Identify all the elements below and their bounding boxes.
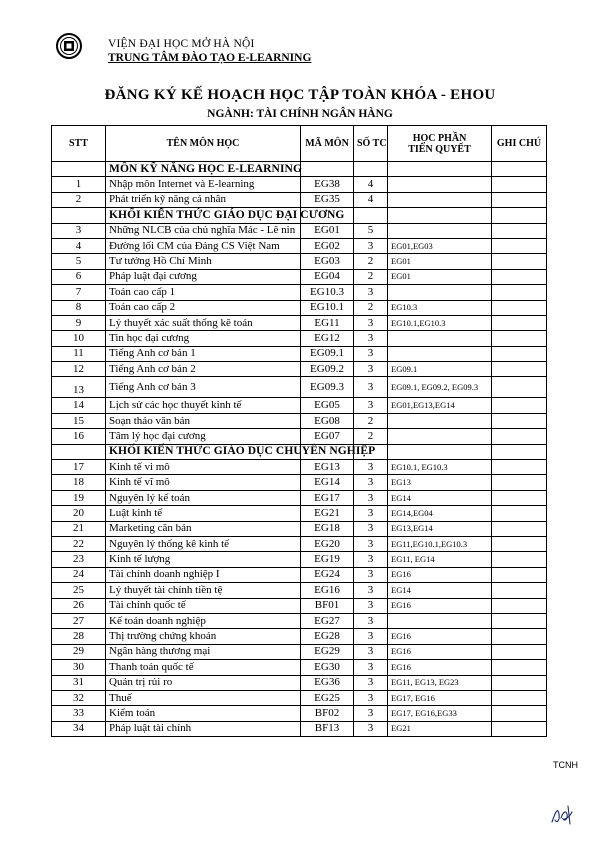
course-prerequisites: EG01 [388, 269, 492, 284]
course-prerequisites: EG13,EG14 [388, 521, 492, 536]
course-credits: 3 [354, 583, 388, 598]
course-note [492, 690, 547, 705]
header-note: GHI CHÚ [492, 126, 547, 162]
course-prerequisites: EG17, EG16 [388, 690, 492, 705]
course-credits: 3 [354, 598, 388, 613]
course-note [492, 177, 547, 192]
table-row [52, 675, 547, 690]
course-prerequisites: EG14,EG04 [388, 506, 492, 521]
course-code: EG35 [301, 192, 354, 207]
course-name: Nguyên lý thống kê kinh tế [106, 536, 301, 551]
course-note [492, 362, 547, 377]
course-credits: 3 [354, 460, 388, 475]
course-credits: 2 [354, 429, 388, 444]
course-code: EG01 [301, 223, 354, 238]
table-row [52, 398, 547, 413]
section-row [52, 162, 547, 177]
row-stt: 5 [52, 254, 106, 269]
row-stt: 34 [52, 721, 106, 736]
table-row [52, 490, 547, 505]
table-row [52, 629, 547, 644]
course-name: Phát triển kỹ năng cá nhân [106, 192, 301, 207]
table-row [52, 613, 547, 628]
course-code: EG24 [301, 567, 354, 582]
course-prerequisites [388, 192, 492, 207]
header-prereq-line1: HỌC PHẦN [412, 132, 467, 144]
table-row [52, 552, 547, 567]
table-row [52, 254, 547, 269]
course-credits: 3 [354, 238, 388, 253]
course-code: EG28 [301, 629, 354, 644]
course-code: BF02 [301, 706, 354, 721]
course-prerequisites [388, 346, 492, 361]
course-credits: 3 [354, 346, 388, 361]
table-row [52, 536, 547, 551]
course-name: Tài chính quốc tế [106, 598, 301, 613]
course-credits: 2 [354, 254, 388, 269]
course-code: EG09.3 [301, 377, 354, 398]
course-note [492, 706, 547, 721]
course-note [492, 192, 547, 207]
table-row [52, 660, 547, 675]
course-note [492, 269, 547, 284]
course-name: Nguyên lý kế toán [106, 490, 301, 505]
row-stt: 27 [52, 613, 106, 628]
course-name: Pháp luật tài chính [106, 721, 301, 736]
section-title: KHỐI KIẾN THỨC GIÁO DỤC CHUYÊN NGHIỆP [106, 444, 301, 459]
row-stt: 8 [52, 300, 106, 315]
section-row [52, 208, 547, 223]
course-note [492, 490, 547, 505]
row-stt: 10 [52, 331, 106, 346]
course-prerequisites: EG11, EG13, EG23 [388, 675, 492, 690]
course-prerequisites: EG11, EG14 [388, 552, 492, 567]
table-row [52, 285, 547, 300]
institution-name: VIỆN ĐẠI HỌC MỞ HÀ NỘI [108, 38, 255, 50]
course-code: EG02 [301, 238, 354, 253]
course-name: Thị trường chứng khoán [106, 629, 301, 644]
course-code: EG11 [301, 315, 354, 330]
course-prerequisites [388, 429, 492, 444]
section-row [52, 444, 547, 459]
table-row [52, 475, 547, 490]
course-credits: 3 [354, 660, 388, 675]
course-code: EG30 [301, 660, 354, 675]
course-note [492, 377, 547, 398]
table-row [52, 331, 547, 346]
row-stt: 20 [52, 506, 106, 521]
row-stt: 11 [52, 346, 106, 361]
course-prerequisites: EG21 [388, 721, 492, 736]
course-code: EG08 [301, 413, 354, 428]
table-row [52, 315, 547, 330]
course-prerequisites: EG09.1 [388, 362, 492, 377]
course-prerequisites: EG16 [388, 629, 492, 644]
course-code: EG18 [301, 521, 354, 536]
table-row [52, 429, 547, 444]
row-stt: 12 [52, 362, 106, 377]
course-credits: 4 [354, 192, 388, 207]
course-prerequisites [388, 331, 492, 346]
course-prerequisites: EG16 [388, 660, 492, 675]
row-stt: 33 [52, 706, 106, 721]
row-stt: 3 [52, 223, 106, 238]
section-stt-cell [52, 208, 106, 223]
course-note [492, 429, 547, 444]
table-row [52, 506, 547, 521]
course-code: EG25 [301, 690, 354, 705]
course-credits: 3 [354, 552, 388, 567]
course-prerequisites [388, 285, 492, 300]
course-name: Tư tưởng Hồ Chí Minh [106, 254, 301, 269]
course-credits: 3 [354, 706, 388, 721]
row-stt: 22 [52, 536, 106, 551]
course-note [492, 300, 547, 315]
course-note [492, 613, 547, 628]
course-note [492, 598, 547, 613]
row-stt: 25 [52, 583, 106, 598]
row-stt: 1 [52, 177, 106, 192]
table-row [52, 521, 547, 536]
section-title: MÔN KỸ NĂNG HỌC E-LEARNING [106, 162, 301, 177]
course-credits: 3 [354, 398, 388, 413]
course-name: Luật kinh tế [106, 506, 301, 521]
course-name: Thuế [106, 690, 301, 705]
course-credits: 2 [354, 269, 388, 284]
row-stt: 6 [52, 269, 106, 284]
table-row [52, 192, 547, 207]
header-prerequisites [388, 126, 492, 162]
course-prerequisites [388, 177, 492, 192]
table-row [52, 644, 547, 659]
course-code: EG36 [301, 675, 354, 690]
course-note [492, 254, 547, 269]
course-name: Lý thuyết xác suất thống kê toán [106, 315, 301, 330]
course-note [492, 506, 547, 521]
course-name: Soạn thảo văn bản [106, 413, 301, 428]
course-note [492, 552, 547, 567]
row-stt: 31 [52, 675, 106, 690]
course-code: EG13 [301, 460, 354, 475]
course-credits: 3 [354, 521, 388, 536]
course-note [492, 238, 547, 253]
row-stt: 9 [52, 315, 106, 330]
course-name: Tiếng Anh cơ bản 2 [106, 362, 301, 377]
course-note [492, 583, 547, 598]
course-name: Nhập môn Internet và E-learning [106, 177, 301, 192]
center-name: TRUNG TÂM ĐÀO TẠO E-LEARNING [108, 52, 312, 64]
table-row [52, 269, 547, 284]
row-stt: 23 [52, 552, 106, 567]
table-row [52, 177, 547, 192]
table-row [52, 223, 547, 238]
row-stt: 18 [52, 475, 106, 490]
row-stt: 24 [52, 567, 106, 582]
table-row [52, 300, 547, 315]
course-credits: 3 [354, 690, 388, 705]
section-title: KHỐI KIẾN THỨC GIÁO DỤC ĐẠI CƯƠNG [106, 208, 301, 223]
course-code: EG16 [301, 583, 354, 598]
row-stt: 28 [52, 629, 106, 644]
course-note [492, 460, 547, 475]
header-course-code: MÃ MÔN [301, 126, 354, 162]
section-empty-cell [492, 162, 547, 177]
section-empty-cell [388, 208, 492, 223]
table-row [52, 413, 547, 428]
course-name: Lý thuyết tài chính tiền tệ [106, 583, 301, 598]
course-credits: 2 [354, 413, 388, 428]
course-name: Kinh tế vi mô [106, 460, 301, 475]
course-prerequisites: EG17, EG16,EG33 [388, 706, 492, 721]
course-credits: 3 [354, 490, 388, 505]
course-name: Toán cao cấp 1 [106, 285, 301, 300]
section-empty-cell [388, 162, 492, 177]
course-prerequisites [388, 223, 492, 238]
table-row [52, 706, 547, 721]
course-name: Marketing căn bản [106, 521, 301, 536]
course-code: EG10.1 [301, 300, 354, 315]
course-name: Tiếng Anh cơ bản 3 [106, 377, 301, 398]
course-code: EG19 [301, 552, 354, 567]
row-stt: 26 [52, 598, 106, 613]
header-stt: STT [52, 126, 106, 162]
course-note [492, 629, 547, 644]
table-row [52, 460, 547, 475]
course-code: EG38 [301, 177, 354, 192]
course-credits: 3 [354, 536, 388, 551]
section-stt-cell [52, 444, 106, 459]
course-prerequisites [388, 413, 492, 428]
section-empty-cell [388, 444, 492, 459]
course-code: EG27 [301, 613, 354, 628]
course-credits: 3 [354, 285, 388, 300]
course-credits: 3 [354, 629, 388, 644]
course-credits: 3 [354, 613, 388, 628]
course-code: BF01 [301, 598, 354, 613]
course-code: EG21 [301, 506, 354, 521]
course-credits: 3 [354, 567, 388, 582]
course-note [492, 721, 547, 736]
course-note [492, 346, 547, 361]
document-title: ĐĂNG KÝ KẾ HOẠCH HỌC TẬP TOÀN KHÓA - EHOU [104, 87, 496, 103]
course-prerequisites: EG16 [388, 567, 492, 582]
course-note [492, 331, 547, 346]
table-row [52, 377, 547, 398]
course-code: EG12 [301, 331, 354, 346]
course-code: EG17 [301, 490, 354, 505]
section-empty-cell [354, 162, 388, 177]
course-code: EG05 [301, 398, 354, 413]
course-credits: 3 [354, 644, 388, 659]
course-credits: 3 [354, 377, 388, 398]
table-header-row [52, 126, 547, 162]
course-note [492, 413, 547, 428]
table-row [52, 362, 547, 377]
course-code: EG10.3 [301, 285, 354, 300]
course-prerequisites: EG14 [388, 583, 492, 598]
course-name: Ngân hàng thương mại [106, 644, 301, 659]
institution-header [108, 37, 311, 65]
table-row [52, 598, 547, 613]
section-empty-cell [354, 208, 388, 223]
course-name: Kiểm toán [106, 706, 301, 721]
row-stt: 29 [52, 644, 106, 659]
course-code: EG09.2 [301, 362, 354, 377]
course-note [492, 285, 547, 300]
course-credits: 3 [354, 331, 388, 346]
table-row [52, 346, 547, 361]
row-stt: 17 [52, 460, 106, 475]
course-credits: 5 [354, 223, 388, 238]
course-prerequisites: EG10.1, EG10.3 [388, 460, 492, 475]
course-prerequisites: EG09.1, EG09.2, EG09.3 [388, 377, 492, 398]
course-prerequisites: EG11,EG10.1,EG10.3 [388, 536, 492, 551]
course-note [492, 475, 547, 490]
row-stt: 14 [52, 398, 106, 413]
course-credits: 3 [354, 362, 388, 377]
course-name: Kế toán doanh nghiệp [106, 613, 301, 628]
course-code: EG14 [301, 475, 354, 490]
course-name: Tài chính doanh nghiệp I [106, 567, 301, 582]
course-plan-table [51, 125, 547, 737]
table-row [52, 690, 547, 705]
table-row [52, 721, 547, 736]
course-credits: 2 [354, 300, 388, 315]
document-subtitle: NGÀNH: TÀI CHÍNH NGÂN HÀNG [207, 108, 393, 120]
course-credits: 3 [354, 675, 388, 690]
course-prerequisites: EG10.3 [388, 300, 492, 315]
course-prerequisites [388, 613, 492, 628]
header-credits: SỐ TC [354, 126, 388, 162]
row-stt: 13 [52, 377, 106, 398]
course-note [492, 223, 547, 238]
row-stt: 21 [52, 521, 106, 536]
row-stt: 4 [52, 238, 106, 253]
institute-logo-icon [56, 33, 82, 59]
course-prerequisites: EG01,EG03 [388, 238, 492, 253]
course-name: Tin học đại cương [106, 331, 301, 346]
course-name: Kinh tế vĩ mô [106, 475, 301, 490]
course-credits: 3 [354, 721, 388, 736]
course-credits: 4 [354, 177, 388, 192]
header-course-name: TÊN MÔN HỌC [106, 126, 301, 162]
course-name: Pháp luật đại cương [106, 269, 301, 284]
section-empty-cell [301, 162, 354, 177]
program-code: TCNH [553, 760, 578, 770]
course-prerequisites: EG10.1,EG10.3 [388, 315, 492, 330]
course-code: EG09.1 [301, 346, 354, 361]
row-stt: 7 [52, 285, 106, 300]
course-name: Toán cao cấp 2 [106, 300, 301, 315]
course-note [492, 398, 547, 413]
course-prerequisites: EG16 [388, 644, 492, 659]
course-note [492, 567, 547, 582]
course-note [492, 536, 547, 551]
course-code: EG07 [301, 429, 354, 444]
course-code: BF13 [301, 721, 354, 736]
row-stt: 30 [52, 660, 106, 675]
header-prereq-line2: TIÊN QUYẾT [408, 143, 471, 155]
course-name: Tâm lý học đại cương [106, 429, 301, 444]
section-empty-cell [492, 208, 547, 223]
course-credits: 3 [354, 315, 388, 330]
course-note [492, 521, 547, 536]
course-prerequisites: EG13 [388, 475, 492, 490]
course-note [492, 660, 547, 675]
row-stt: 32 [52, 690, 106, 705]
handwritten-initials-icon [548, 800, 578, 830]
table-row [52, 567, 547, 582]
table-row [52, 583, 547, 598]
course-credits: 3 [354, 506, 388, 521]
course-note [492, 675, 547, 690]
course-credits: 3 [354, 475, 388, 490]
row-stt: 15 [52, 413, 106, 428]
course-prerequisites: EG01,EG13,EG14 [388, 398, 492, 413]
course-name: Kinh tế lượng [106, 552, 301, 567]
course-name: Tiếng Anh cơ bản 1 [106, 346, 301, 361]
course-code: EG03 [301, 254, 354, 269]
course-note [492, 315, 547, 330]
course-prerequisites: EG01 [388, 254, 492, 269]
course-prerequisites: EG16 [388, 598, 492, 613]
table-row [52, 238, 547, 253]
course-name: Thanh toán quốc tế [106, 660, 301, 675]
course-note [492, 644, 547, 659]
section-empty-cell [492, 444, 547, 459]
row-stt: 2 [52, 192, 106, 207]
course-name: Quản trị rủi ro [106, 675, 301, 690]
row-stt: 16 [52, 429, 106, 444]
course-name: Đường lối CM của Đảng CS Việt Nam [106, 238, 301, 253]
row-stt: 19 [52, 490, 106, 505]
course-code: EG20 [301, 536, 354, 551]
course-name: Lịch sử các học thuyết kinh tế [106, 398, 301, 413]
course-code: EG04 [301, 269, 354, 284]
course-name: Những NLCB của chủ nghĩa Mác - Lê nin [106, 223, 301, 238]
course-code: EG29 [301, 644, 354, 659]
section-stt-cell [52, 162, 106, 177]
course-prerequisites: EG14 [388, 490, 492, 505]
